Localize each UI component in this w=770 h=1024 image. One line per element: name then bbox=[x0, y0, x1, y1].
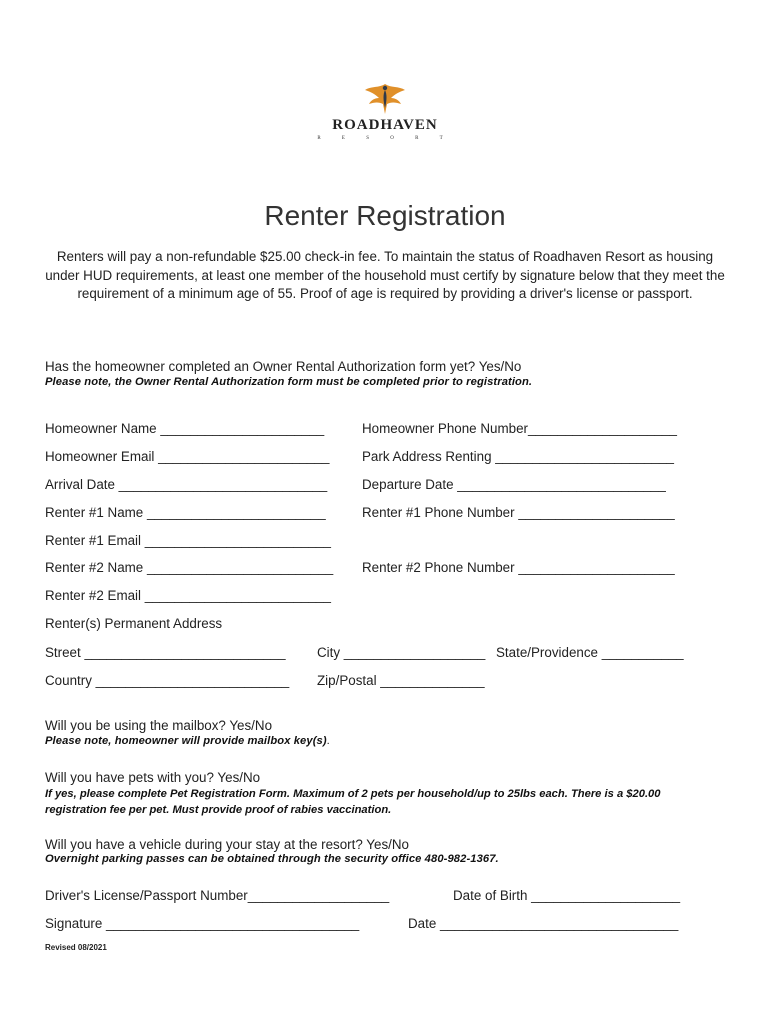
revision-date: Revised 08/2021 bbox=[45, 943, 107, 952]
pets-note: If yes, please complete Pet Registration Form. Maximum of 2 pets per household/up to 25lbs each. There is a $20.00 registration fee per pet. Must provide proof of rabies vaccination. bbox=[45, 788, 661, 816]
homeowner-name-field[interactable]: Homeowner Name ______________________ bbox=[45, 421, 325, 436]
page-title: Renter Registration bbox=[264, 200, 506, 231]
state-field[interactable]: State/Providence ___________ bbox=[496, 645, 684, 660]
homeowner-phone-field[interactable]: Homeowner Phone Number____________________ bbox=[362, 421, 677, 436]
renter2-email-field[interactable]: Renter #2 Email _________________________ bbox=[45, 588, 331, 603]
mailbox-note-text: Please note, homeowner will provide mailbox key(s) bbox=[45, 735, 327, 747]
renter2-phone-field[interactable]: Renter #2 Phone Number _____________________ bbox=[362, 560, 675, 575]
mailbox-note bbox=[45, 735, 330, 747]
renter2-name-field[interactable]: Renter #2 Name _________________________ bbox=[45, 560, 334, 575]
mailbox-question: Will you be using the mailbox? Yes/No bbox=[45, 718, 273, 733]
vehicle-question: Will you have a vehicle during your stay at the resort? Yes/No bbox=[45, 837, 409, 852]
roadhaven-logo bbox=[300, 80, 470, 142]
mailbox-note-period: . bbox=[326, 735, 330, 747]
departure-date-field[interactable]: Departure Date ____________________________ bbox=[362, 477, 666, 492]
permanent-address-label: Renter(s) Permanent Address bbox=[45, 616, 223, 631]
homeowner-email-field[interactable]: Homeowner Email _______________________ bbox=[45, 449, 330, 464]
date-field[interactable]: Date ________________________________ bbox=[408, 916, 679, 931]
park-address-field[interactable]: Park Address Renting ________________________ bbox=[362, 449, 674, 464]
pets-question: Will you have pets with you? Yes/No bbox=[45, 770, 261, 785]
renter1-email-field[interactable]: Renter #1 Email _________________________ bbox=[45, 533, 331, 548]
logo-brand: ROADHAVEN bbox=[332, 117, 438, 133]
license-field[interactable]: Driver's License/Passport Number___________________ bbox=[45, 888, 390, 903]
renter1-phone-field[interactable]: Renter #1 Phone Number _____________________ bbox=[362, 505, 675, 520]
owner-auth-note: Please note, the Owner Rental Authorization form must be completed prior to registration. bbox=[45, 376, 533, 388]
owner-auth-question: Has the homeowner completed an Owner Rental Authorization form yet? Yes/No bbox=[45, 359, 522, 374]
vehicle-note: Overnight parking passes can be obtained through the security office 480-982-1367. bbox=[45, 853, 499, 865]
city-field[interactable]: City ___________________ bbox=[317, 645, 486, 660]
phoenix-icon bbox=[359, 80, 411, 116]
zip-field[interactable]: Zip/Postal ______________ bbox=[317, 673, 485, 688]
street-field[interactable]: Street ___________________________ bbox=[45, 645, 286, 660]
renter1-name-field[interactable]: Renter #1 Name ________________________ bbox=[45, 505, 326, 520]
arrival-date-field[interactable]: Arrival Date ____________________________ bbox=[45, 477, 328, 492]
intro-paragraph: Renters will pay a non-refundable $25.00 check-in fee. To maintain the status of Roadhaven Resort as housing under HUD requirements, at least one member of the household must certify by signature below that they meet the requirement of a minimum age of 55. Proof of age is required by providing a driver's license or passport. bbox=[45, 249, 725, 301]
signature-field[interactable]: Signature __________________________________ bbox=[45, 916, 360, 931]
logo-subtitle: R E S O R T bbox=[317, 136, 453, 141]
dob-field[interactable]: Date of Birth ____________________ bbox=[453, 888, 681, 903]
country-field[interactable]: Country __________________________ bbox=[45, 673, 290, 688]
